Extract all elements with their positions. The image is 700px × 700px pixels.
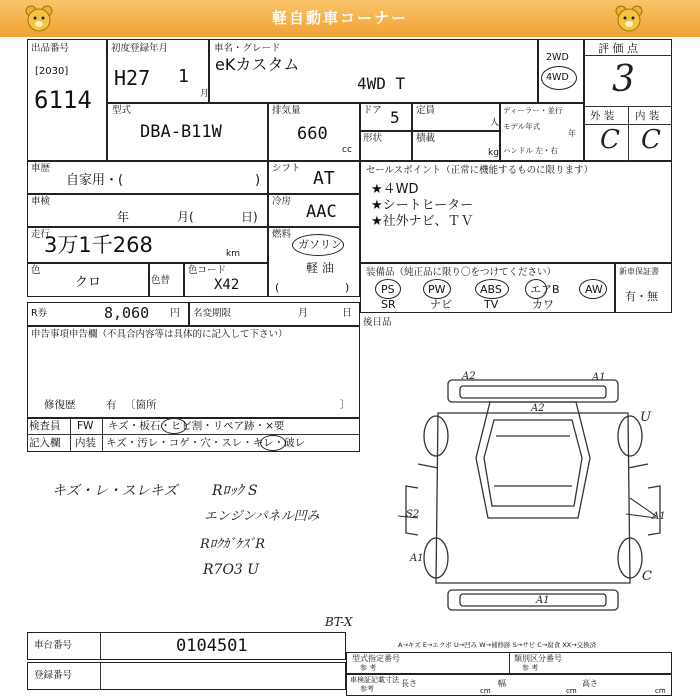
class-number-label: 類別区分番号	[514, 654, 562, 663]
equipment-navi: ナビ	[430, 298, 452, 311]
dimensions-ref: 参考	[360, 685, 374, 693]
exterior-label: 外 装	[590, 110, 615, 122]
handwritten-note: R7O3 U	[203, 562, 260, 578]
equipment-leather: カワ	[532, 298, 554, 311]
shape-label: 形状	[363, 133, 383, 144]
warranty-value: 有・無	[625, 290, 658, 303]
repair-history-place: 〔箇所	[125, 399, 157, 411]
code-circle	[260, 435, 286, 451]
inspection-label: 車検	[31, 196, 51, 207]
rating-label: 評 価 点	[598, 42, 638, 55]
header-title: 軽自動車コーナー	[272, 9, 409, 27]
first-registration-month: 1	[178, 66, 189, 87]
inspector-fw: FW	[77, 420, 94, 432]
dimension-width-label: 幅	[498, 679, 506, 688]
car-grade-value: 4WD T	[357, 74, 406, 93]
model-label: 型式	[112, 105, 132, 116]
dealer-label: ディーラー・並行	[503, 106, 563, 115]
expiry-label: 名変期限	[193, 308, 232, 319]
capacity-unit: 人	[490, 118, 500, 128]
equipment-abs-circle	[475, 279, 509, 299]
rating-score: 3	[612, 59, 635, 100]
inspector-label: 検査員	[29, 420, 61, 432]
damage-mark: A1	[592, 372, 606, 383]
lot-number-value: 6114	[34, 86, 92, 114]
damage-legend: A→キズ E→エクボ U→凹み W→補修跡 S→サビ C→腐食 XX→交換済	[398, 641, 597, 649]
damage-mark: A2	[531, 403, 545, 414]
expiry-day: 日	[342, 308, 352, 319]
capacity-label: 定員	[416, 105, 436, 116]
sales-point-item: ★４WD	[371, 182, 419, 197]
mileage-label: 走行	[31, 229, 51, 240]
type-designation-label: 型式指定番号	[352, 654, 400, 663]
equipment-sr: SR	[381, 298, 396, 311]
first-registration-label: 初度登録年月	[111, 43, 169, 54]
interior-grade: C	[641, 125, 661, 155]
handwritten-note: Rﾛｯｸ S	[212, 483, 258, 499]
damage-mark: A1	[536, 595, 550, 606]
warranty-label: 新車保証書	[619, 267, 659, 276]
handle-label: ハンドル 左・右	[503, 146, 558, 155]
inspection-day: 日)	[241, 210, 258, 224]
notes-label: 申告事項申告欄（不具合内容等は具体的に記入して下さい）	[31, 329, 288, 340]
displacement-unit: cc	[342, 145, 352, 155]
interior-label: 内 装	[635, 110, 660, 122]
color-code-label: 色コード	[188, 265, 227, 276]
car-name-label: 車名・グレード	[214, 43, 281, 54]
first-registration-era: H27	[114, 66, 151, 90]
drive-4wd-value: 4WD	[546, 72, 569, 83]
registration-box	[27, 662, 346, 690]
equipment-ps-circle	[375, 279, 401, 299]
inspector-exterior-codes: キズ・板石・ヒビ割・リペア跡・×要	[108, 420, 285, 432]
car-name-value: eKカスタム	[215, 55, 300, 74]
mileage-unit: km	[226, 249, 240, 259]
equipment-aw: AW	[585, 283, 603, 296]
color-label: 色	[31, 265, 41, 276]
bear-mascot-icon	[614, 4, 644, 34]
equipment-ps: PS	[381, 283, 395, 296]
handwritten-note: RﾛｸｶﾞｹｽﾞR	[200, 537, 266, 552]
fuel-label: 燃料	[272, 229, 292, 240]
equipment-pw-circle	[423, 279, 451, 299]
color-code-value: X42	[214, 277, 240, 293]
displacement-label: 排気量	[272, 105, 301, 116]
dimension-length-label: 長さ	[401, 679, 417, 688]
dimensions-label: 車検証記載寸法	[350, 676, 399, 684]
expiry-month: 月	[298, 308, 308, 319]
damage-mark: A1	[652, 511, 666, 522]
inspector-interior: 内装	[75, 437, 96, 449]
history-label: 車歴	[31, 163, 51, 174]
inspection-box	[27, 194, 268, 227]
notes-entry-label: 記入欄	[29, 437, 61, 449]
model-year-label: モデル年式	[503, 122, 541, 131]
exterior-grade: C	[600, 125, 620, 155]
model-year-unit: 年	[568, 129, 576, 138]
sales-points-label: セールスポイント（正常に機能するものに限ります）	[366, 165, 594, 176]
damage-mark: S2	[406, 509, 420, 520]
color-change-label: 色替	[151, 275, 171, 286]
sales-point-item: ★シートヒーター	[371, 198, 474, 213]
lot-sub-number: [2030]	[35, 66, 69, 77]
history-value: 自家用・(	[66, 173, 124, 188]
inspector-interior-codes: キズ・汚レ・コゲ・穴・スレ・キレ・破レ	[106, 437, 306, 449]
ac-value: AAC	[306, 202, 337, 222]
registration-label: 登録番号	[34, 670, 73, 681]
history-close: )	[255, 173, 261, 188]
color-value: クロ	[75, 275, 102, 290]
history-box	[27, 161, 268, 194]
class-number-sub: 参 考	[522, 664, 539, 672]
fuel-gasoline: ガソリン	[298, 238, 342, 251]
drive-2wd-label: 2WD	[546, 52, 569, 63]
fuel-paren-open: (	[275, 281, 280, 294]
equipment-pw: PW	[428, 283, 446, 296]
dimension-unit: cm	[655, 687, 666, 695]
inspection-year: 年	[117, 210, 130, 224]
price-unit: 円	[170, 308, 180, 319]
repair-history-label: 修復歴	[44, 399, 76, 411]
model-value: DBA-B11W	[140, 122, 222, 142]
equipment-airbag: エアB	[530, 283, 560, 296]
fuel-paren-close: )	[345, 281, 350, 294]
bear-mascot-icon	[24, 4, 54, 34]
equipment-aw-circle	[579, 279, 607, 299]
handwritten-note-left: キズ・レ・スレキズ	[52, 483, 178, 499]
month-unit: 月	[200, 89, 210, 99]
dimension-height-label: 高さ	[582, 679, 598, 688]
shift-label: シフト	[272, 163, 301, 174]
fuel-diesel: 軽 油	[306, 261, 334, 275]
mileage-value: 3万1千268	[44, 233, 153, 257]
repair-history-close: 〕	[340, 399, 351, 411]
equipment-airbag-circle	[525, 279, 547, 299]
equipment-tv: TV	[484, 298, 499, 311]
shift-value: AT	[313, 168, 335, 189]
code-circle	[161, 418, 187, 434]
payload-unit: kg	[488, 148, 499, 158]
chassis-value: 0104501	[176, 636, 248, 656]
equipment-abs: ABS	[480, 283, 502, 296]
price-label: R券	[31, 308, 48, 319]
price-value: 8,060	[104, 304, 150, 322]
ac-label: 冷房	[272, 196, 292, 207]
payload-label: 積載	[416, 133, 436, 144]
damage-mark: U	[640, 410, 651, 425]
repair-history-value: 有	[106, 399, 117, 411]
chassis-label: 車台番号	[34, 640, 73, 651]
equipment-label: 装備品（純正品に限り〇をつけてください）	[366, 267, 557, 278]
dimension-unit: cm	[566, 687, 577, 695]
handwritten-note: エンジンパネル凹み	[204, 509, 320, 524]
later-items-label: 後日品	[363, 317, 392, 328]
damage-mark: A2	[462, 371, 476, 382]
dimension-unit: cm	[480, 687, 491, 695]
doors-label: ドア	[363, 105, 382, 116]
damage-mark: C	[642, 569, 652, 584]
doors-value: 5	[390, 108, 400, 127]
handwritten-code: BT-X	[325, 615, 353, 629]
inspection-month: 月(	[177, 210, 194, 224]
damage-mark: A1	[410, 553, 424, 564]
lot-number-label: 出品番号	[31, 43, 70, 54]
sales-point-item: ★社外ナビ、ＴＶ	[371, 214, 474, 229]
type-designation-sub: 参 考	[360, 664, 377, 672]
displacement-value: 660	[297, 124, 328, 144]
